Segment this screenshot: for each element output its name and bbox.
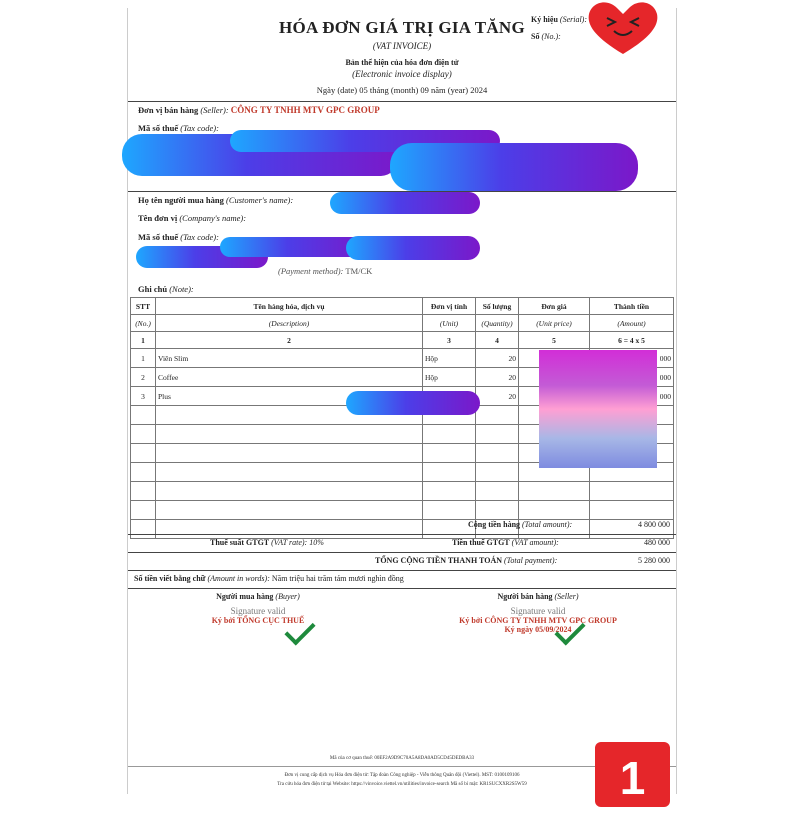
divider [128, 552, 676, 553]
number-field [531, 32, 561, 41]
amount-in-words-field [134, 574, 404, 583]
invoice-title: HÓA ĐƠN GIÁ TRỊ GIA TĂNG [278, 18, 526, 37]
invoice-date: Ngày (date) 05 tháng (month) 09 năm (year) 2024 [316, 85, 488, 95]
row-qty: 20 [476, 368, 519, 387]
vat-amount-field [452, 538, 559, 547]
index-cell: 6 = 4 x 5 [590, 332, 674, 349]
heart-shape [589, 2, 658, 54]
buyer-signature-valid: Signature valid [230, 606, 286, 616]
amount-in-words-label-en: (Amount in words): [207, 574, 270, 583]
seller-signature-label-en: (Seller) [554, 592, 579, 601]
total-payment-field [375, 556, 557, 565]
buyer-signature-label-en: (Buyer) [275, 592, 300, 601]
row-desc: Coffee [156, 368, 423, 387]
row-amount: 000 [590, 349, 674, 368]
col-header-amount: Thành tiền [590, 298, 674, 315]
seller-signature-label: Người bán hàng [497, 592, 553, 601]
buyer-name-label: Họ tên người mua hàng [138, 195, 224, 205]
row-unit: Hộp [423, 368, 476, 387]
invoice-title-en: (VAT INVOICE) [372, 41, 432, 51]
payment-method-label-en: (Payment method): [278, 266, 344, 276]
serial-field [531, 15, 587, 24]
number-label: Số [531, 32, 540, 41]
row-amount: 000 [590, 387, 674, 406]
col-header-no-en: (No.) [131, 315, 156, 332]
buyer-signature-label: Người mua hàng [216, 592, 274, 601]
buyer-company-label-en: (Company's name): [179, 213, 247, 223]
amount-in-words-label: Số tiền viết bằng chữ [134, 574, 206, 583]
col-header-amount-en: (Amount) [590, 315, 674, 332]
vat-amount-label: Tiền thuế GTGT [452, 538, 510, 547]
row-no: 1 [131, 349, 156, 368]
index-cell: 4 [476, 332, 519, 349]
index-cell: 2 [156, 332, 423, 349]
vat-rate-value: (VAT rate): 10% [271, 538, 324, 547]
footer-tax-code: Mã của cơ quan thuế: 00EF2A9D9C70A5A8DA0AD5CD45DEDBA33 [329, 756, 475, 761]
index-cell: 1 [131, 332, 156, 349]
col-header-no: STT [131, 298, 156, 315]
seller-name: CÔNG TY TNHH MTV GPC GROUP [230, 105, 380, 115]
redaction-overlay [330, 192, 480, 214]
table-row-empty [131, 501, 674, 520]
table-header-row [131, 298, 674, 315]
divider [128, 101, 676, 102]
row-amount: 000 [590, 368, 674, 387]
divider [128, 766, 676, 767]
amount-in-words-value: Năm triệu hai trăm tám mươi nghìn đồng [271, 574, 404, 583]
row-no: 3 [131, 387, 156, 406]
redaction-overlay [390, 143, 638, 191]
divider [128, 534, 676, 535]
table-row-empty [131, 520, 674, 539]
buyer-company-label: Tên đơn vị [138, 213, 178, 223]
col-header-price: Đơn giá [519, 298, 590, 315]
index-cell: 5 [519, 332, 590, 349]
total-amount-value: 4 800 000 [638, 520, 670, 529]
col-header-unit: Đơn vị tính [423, 298, 476, 315]
index-cell: 3 [423, 332, 476, 349]
seller-field [138, 105, 380, 115]
seller-signer: Ký bởi CÔNG TY TNHH MTV GPC GROUP [459, 616, 617, 625]
row-qty: 20 [476, 349, 519, 368]
number-label-en: (No.): [541, 32, 561, 41]
vat-amount-label-en: (VAT amount): [511, 538, 559, 547]
table-header-en-row [131, 315, 674, 332]
row-desc: Viên Slim [156, 349, 423, 368]
note-field [138, 284, 194, 294]
total-amount-label: Cộng tiền hàng [468, 520, 521, 529]
divider [128, 570, 676, 571]
row-qty: 20 [476, 387, 519, 406]
row-unit: Hộp [423, 349, 476, 368]
note-label: Ghi chú [138, 284, 168, 294]
col-header-qty-en: (Quantity) [476, 315, 519, 332]
seller-tax-label-en: (Tax code): [180, 123, 219, 133]
seller-signature-valid: Signature valid [510, 606, 566, 616]
serial-label-en: (Serial): [559, 15, 588, 24]
table-row-empty [131, 482, 674, 501]
divider [128, 588, 676, 589]
page-number-badge: 1 [595, 742, 670, 807]
note-label-en: (Note): [169, 284, 194, 294]
seller-sign-date: Ký ngày 05/09/2024 [504, 625, 572, 634]
heart-sticker-icon [583, 0, 663, 56]
vat-rate-field [210, 538, 324, 547]
row-desc: Plus [156, 387, 423, 406]
seller-signature-block [428, 592, 648, 634]
serial-label: Ký hiệu [531, 15, 558, 24]
seller-signature-title [428, 592, 648, 601]
buyer-name-field [138, 195, 293, 205]
col-header-desc-en: (Description) [156, 315, 423, 332]
footer-provider: Đơn vị cung cấp dịch vụ Hóa đơn điện tử: Tập đoàn Công nghiệp - Viễn thông Quân đội (Viettel). MST: 0100109106 [284, 773, 520, 778]
buyer-company-field [138, 213, 246, 223]
buyer-tax-label: Mã số thuế [138, 232, 179, 242]
buyer-tax-field [138, 232, 219, 242]
buyer-name-label-en: (Customer's name): [225, 195, 294, 205]
seller-label: Đơn vị bán hàng [138, 105, 199, 115]
total-payment-value: 5 280 000 [638, 556, 670, 565]
redaction-overlay [346, 391, 480, 415]
redaction-overlay [346, 236, 480, 260]
seller-tax-field [138, 123, 219, 133]
payment-method-value: TM/CK [345, 266, 373, 276]
buyer-signer: Ký bởi TỔNG CỤC THUẾ [211, 616, 305, 625]
col-header-price-en: (Unit price) [519, 315, 590, 332]
seller-label-en: (Seller): [200, 105, 229, 115]
total-amount-label-en: (Total amount): [522, 520, 573, 529]
total-amount-field [468, 520, 572, 529]
seller-tax-label: Mã số thuế [138, 123, 179, 133]
buyer-signature-title [188, 592, 328, 601]
col-header-desc: Tên hàng hóa, dịch vụ [156, 298, 423, 315]
display-label: Bản thể hiện của hóa đơn điện tử [345, 58, 459, 67]
vat-rate-label: Thuế suất GTGT [210, 538, 270, 547]
price-redaction-overlay [539, 350, 657, 468]
footer-lookup: Tra cứu hóa đơn điện tử tại Website: https://vinvoice.viettel.vn/utilities/invoice-search Mã số bí mật: KR1SUCXXR2S5W59 [277, 782, 527, 787]
total-payment-label: TỔNG CỘNG TIỀN THANH TOÁN [375, 556, 502, 565]
row-no: 2 [131, 368, 156, 387]
col-header-qty: Số lượng [476, 298, 519, 315]
total-payment-label-en: (Total payment): [504, 556, 558, 565]
vat-amount-value: 480 000 [644, 538, 670, 547]
payment-method-field [278, 266, 372, 276]
table-index-row [131, 332, 674, 349]
col-header-unit-en: (Unit) [423, 315, 476, 332]
display-label-en: (Electronic invoice display) [352, 69, 452, 79]
buyer-tax-label-en: (Tax code): [180, 232, 219, 242]
